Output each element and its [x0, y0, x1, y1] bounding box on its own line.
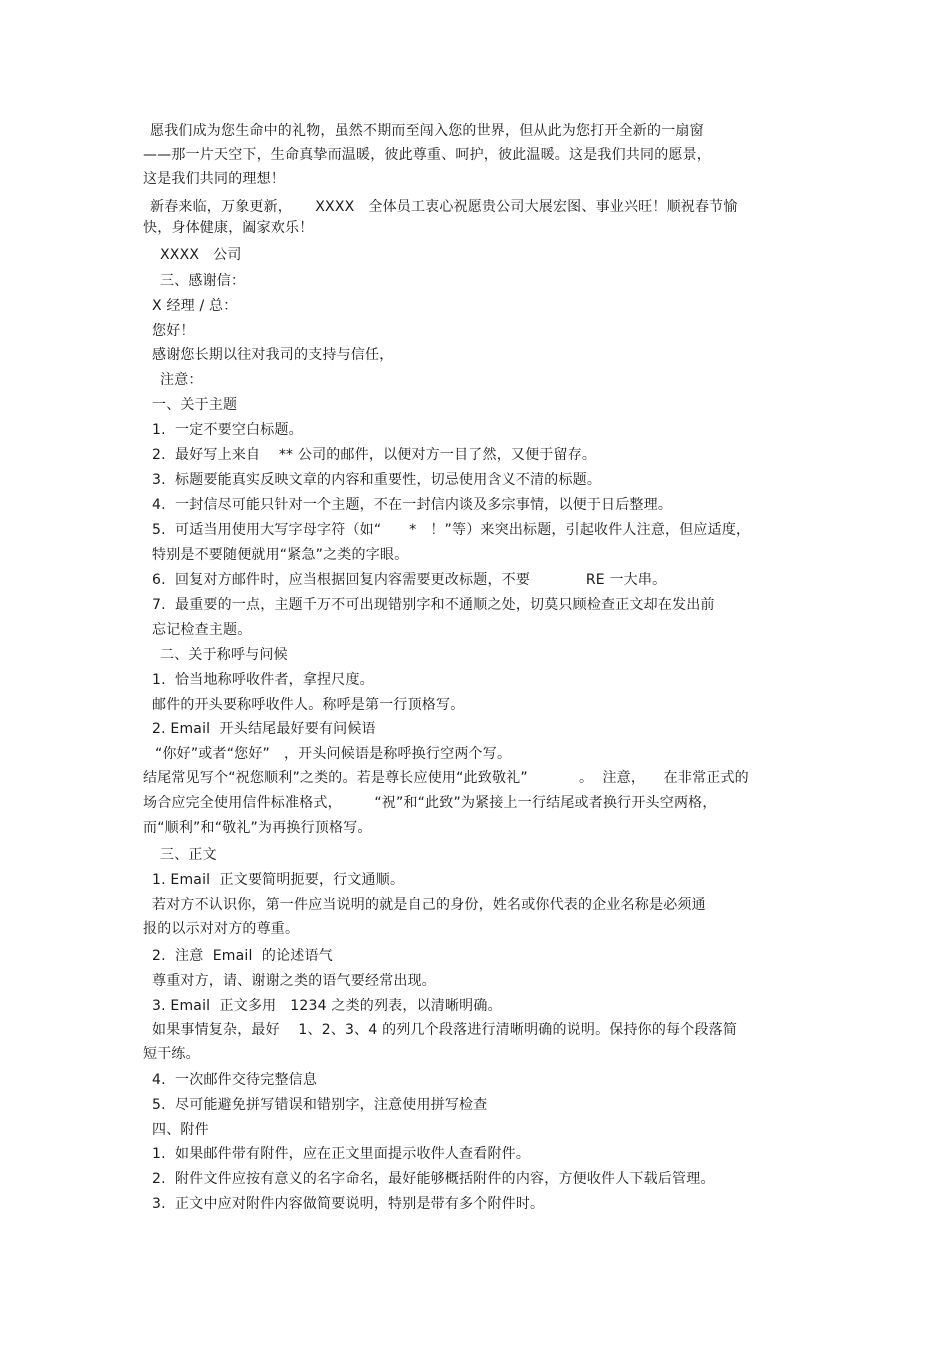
text-line: 报的以示对对方的尊重。 [143, 921, 300, 937]
text-line: XXXX 公司 [160, 247, 242, 263]
list-item: 5. 尽可能避免拼写错误和错别字，注意使用拼写检查 [152, 1097, 488, 1113]
list-item: 1. 恰当地称呼收件者，拿捏尺度。 [152, 672, 374, 688]
list-item: 3. Email 正文多用 1234 之类的列表，以清晰明确。 [152, 998, 502, 1014]
list-item: 2. 注意 Email 的论述语气 [152, 948, 333, 964]
section-heading: 一、关于主题 [152, 397, 238, 413]
text-line: 若对方不认识你，第一件应当说明的就是自己的身份，姓名或你代表的企业名称是必须通 [152, 897, 706, 913]
text-line: 新春来临，万象更新， XXXX 全体员工衷心祝愿贵公司大展宏图、事业兴旺！顺祝春节愉 [150, 199, 738, 215]
section-heading: 四、附件 [152, 1122, 209, 1138]
list-item: 2. Email 开头结尾最好要有问候语 [152, 721, 376, 737]
list-item: 5. 可适当用使用大写字母字符（如“ * ！”等）来突出标题，引起收件人注意，但应适度， [152, 522, 751, 538]
list-item: 6. 回复对方邮件时，应当根据回复内容需要更改标题，不要 RE 一大串。 [152, 572, 667, 588]
text-line: 邮件的开头要称呼收件人。称呼是第一行顶格写。 [152, 697, 465, 713]
text-line: ——那一片天空下，生命真挚而温暖，彼此尊重、呵护，彼此温暖。这是我们共同的愿景， [143, 147, 711, 163]
text-line: 尊重对方，请、谢谢之类的语气要经常出现。 [152, 973, 436, 989]
list-item: 4. 一次邮件交待完整信息 [152, 1072, 318, 1088]
section-heading: 三、正文 [160, 847, 217, 863]
list-item: 1. 一定不要空白标题。 [152, 422, 303, 438]
list-item: 2. 最好写上来自 ** 公司的邮件，以便对方一目了然，又便于留存。 [152, 447, 597, 463]
text-line: 快，身体健康，阖家欢乐！ [143, 220, 314, 236]
text-line: 场合应完全使用信件标准格式， “祝”和“此致”为紧接上一行结尾或者换行开头空两格， [143, 795, 717, 811]
list-item: 4. 一封信尽可能只针对一个主题，不在一封信内谈及多宗事情，以便于日后整理。 [152, 497, 673, 513]
list-item: 1. Email 正文要简明扼要，行文通顺。 [152, 872, 405, 888]
text-line: X 经理 / 总： [152, 298, 238, 314]
text-line: 短干练。 [143, 1046, 200, 1062]
text-line: 如果事情复杂，最好 1、2、3、4 的列几个段落进行清晰明确的说明。保持你的每个段落简 [152, 1022, 738, 1038]
text-line: 而“顺利”和“敬礼”为再换行顶格写。 [143, 820, 372, 836]
text-line: 这是我们共同的理想！ [143, 171, 285, 187]
text-line: 结尾常见写个“祝您顺利”之类的。若是尊长应使用“此致敬礼” 。 注意， 在非常正式的 [143, 770, 749, 786]
text-line: 忘记检查主题。 [152, 622, 252, 638]
list-item: 7. 最重要的一点，主题千万不可出现错别字和不通顺之处，切莫只顾检查正文却在发出前 [152, 597, 715, 613]
list-item: 2. 附件文件应按有意义的名字命名，最好能够概括附件的内容，方便收件人下载后管理。 [152, 1171, 715, 1187]
text-line: 愿我们成为您生命中的礼物，虽然不期而至闯入您的世界，但从此为您打开全新的一扇窗 [150, 123, 704, 139]
text-line: 注意： [160, 372, 203, 388]
list-item: 3. 标题要能真实反映文章的内容和重要性，切忌使用含义不清的标题。 [152, 472, 602, 488]
text-line: 您好！ [152, 323, 195, 339]
text-line: 感谢您长期以往对我司的支持与信任， [152, 347, 394, 363]
text-line: 特别是不要随便就用“紧急”之类的字眼。 [152, 547, 409, 563]
section-heading: 三、感谢信： [160, 273, 246, 289]
list-item: 3. 正文中应对附件内容做简要说明，特别是带有多个附件时。 [152, 1196, 545, 1212]
text-line: “你好”或者“您好” ，开头问候语是称呼换行空两个写。 [155, 746, 512, 762]
section-heading: 二、关于称呼与问候 [160, 647, 288, 663]
list-item: 1. 如果邮件带有附件，应在正文里面提示收件人查看附件。 [152, 1146, 531, 1162]
